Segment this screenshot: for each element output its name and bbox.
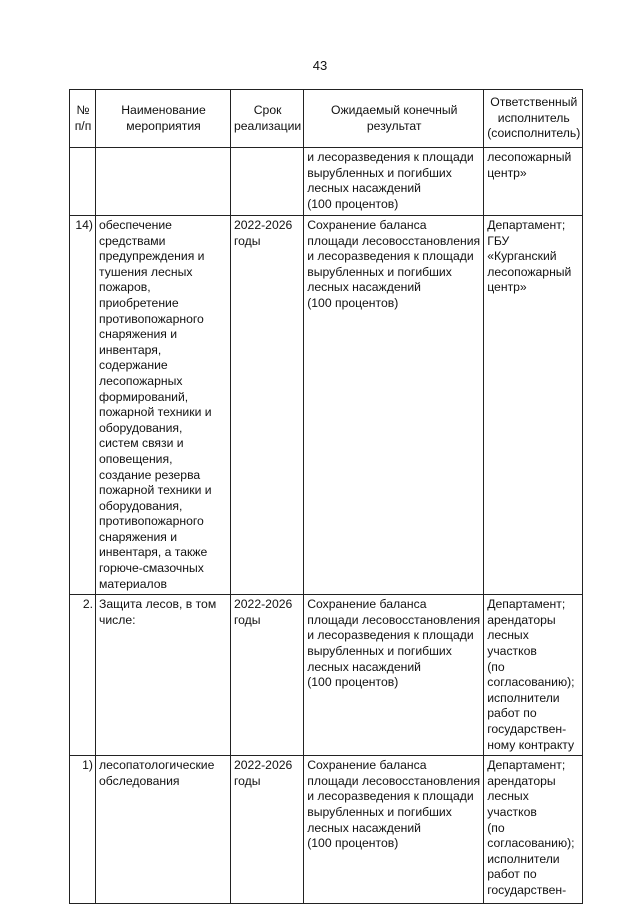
table-header-row — [70, 90, 583, 148]
row-name — [96, 148, 231, 216]
row-number — [70, 148, 96, 216]
table-row — [70, 148, 583, 216]
measures-table — [69, 89, 583, 904]
row-number: 14) — [70, 216, 96, 595]
row-result: Сохранение баланса площади лесовосстановления и лесоразведения к площади вырубленных и погибших лесных насаждений (100 процентов) — [304, 756, 484, 904]
row-term — [231, 148, 304, 216]
row-executor: Департамент; арендаторы лесных участков (по согласованию); исполнители работ по государствен- ному контракту — [484, 595, 583, 756]
header-number: № п/п — [70, 90, 96, 148]
row-executor: лесопожарный центр» — [484, 148, 583, 216]
row-name: Защита лесов, в том числе: — [96, 595, 231, 756]
row-name: лесопатологические обследования — [96, 756, 231, 904]
row-executor: Департамент; арендаторы лесных участков (по согласованию); исполнители работ по государствен- — [484, 756, 583, 904]
row-term: 2022-2026 годы — [231, 595, 304, 756]
row-executor: Департамент; ГБУ «Курганский лесопожарный центр» — [484, 216, 583, 595]
table-row — [70, 216, 583, 595]
row-term: 2022-2026 годы — [231, 216, 304, 595]
row-term: 2022-2026 годы — [231, 756, 304, 904]
row-name: обеспечение средствами предупреждения и тушения лесных пожаров, приобретение противопожарного снаряжения и инвентаря, содержание лесопожарных формирований, пожарной техники и оборудования, систем связи и оповещения, создание резерва пожарной техники и оборудования, противопожарного снаряжения и инвентаря, а также горюче-смазочных материалов — [96, 216, 231, 595]
table-row — [70, 756, 583, 904]
header-term: Срок реализации — [231, 90, 304, 148]
row-result: Сохранение баланса площади лесовосстановления и лесоразведения к площади вырубленных и погибших лесных насаждений (100 процентов) — [304, 216, 484, 595]
page-number: 43 — [312, 58, 328, 73]
header-executor: Ответственный исполнитель (соисполнитель) — [484, 90, 583, 148]
header-name: Наименование мероприятия — [96, 90, 231, 148]
row-result: Сохранение баланса площади лесовосстановления и лесоразведения к площади вырубленных и погибших лесных насаждений (100 процентов) — [304, 595, 484, 756]
row-result: и лесоразведения к площади вырубленных и погибших лесных насаждений (100 процентов) — [304, 148, 484, 216]
table-row — [70, 595, 583, 756]
row-number: 2. — [70, 595, 96, 756]
row-number: 1) — [70, 756, 96, 904]
header-result: Ожидаемый конечный результат — [304, 90, 484, 148]
